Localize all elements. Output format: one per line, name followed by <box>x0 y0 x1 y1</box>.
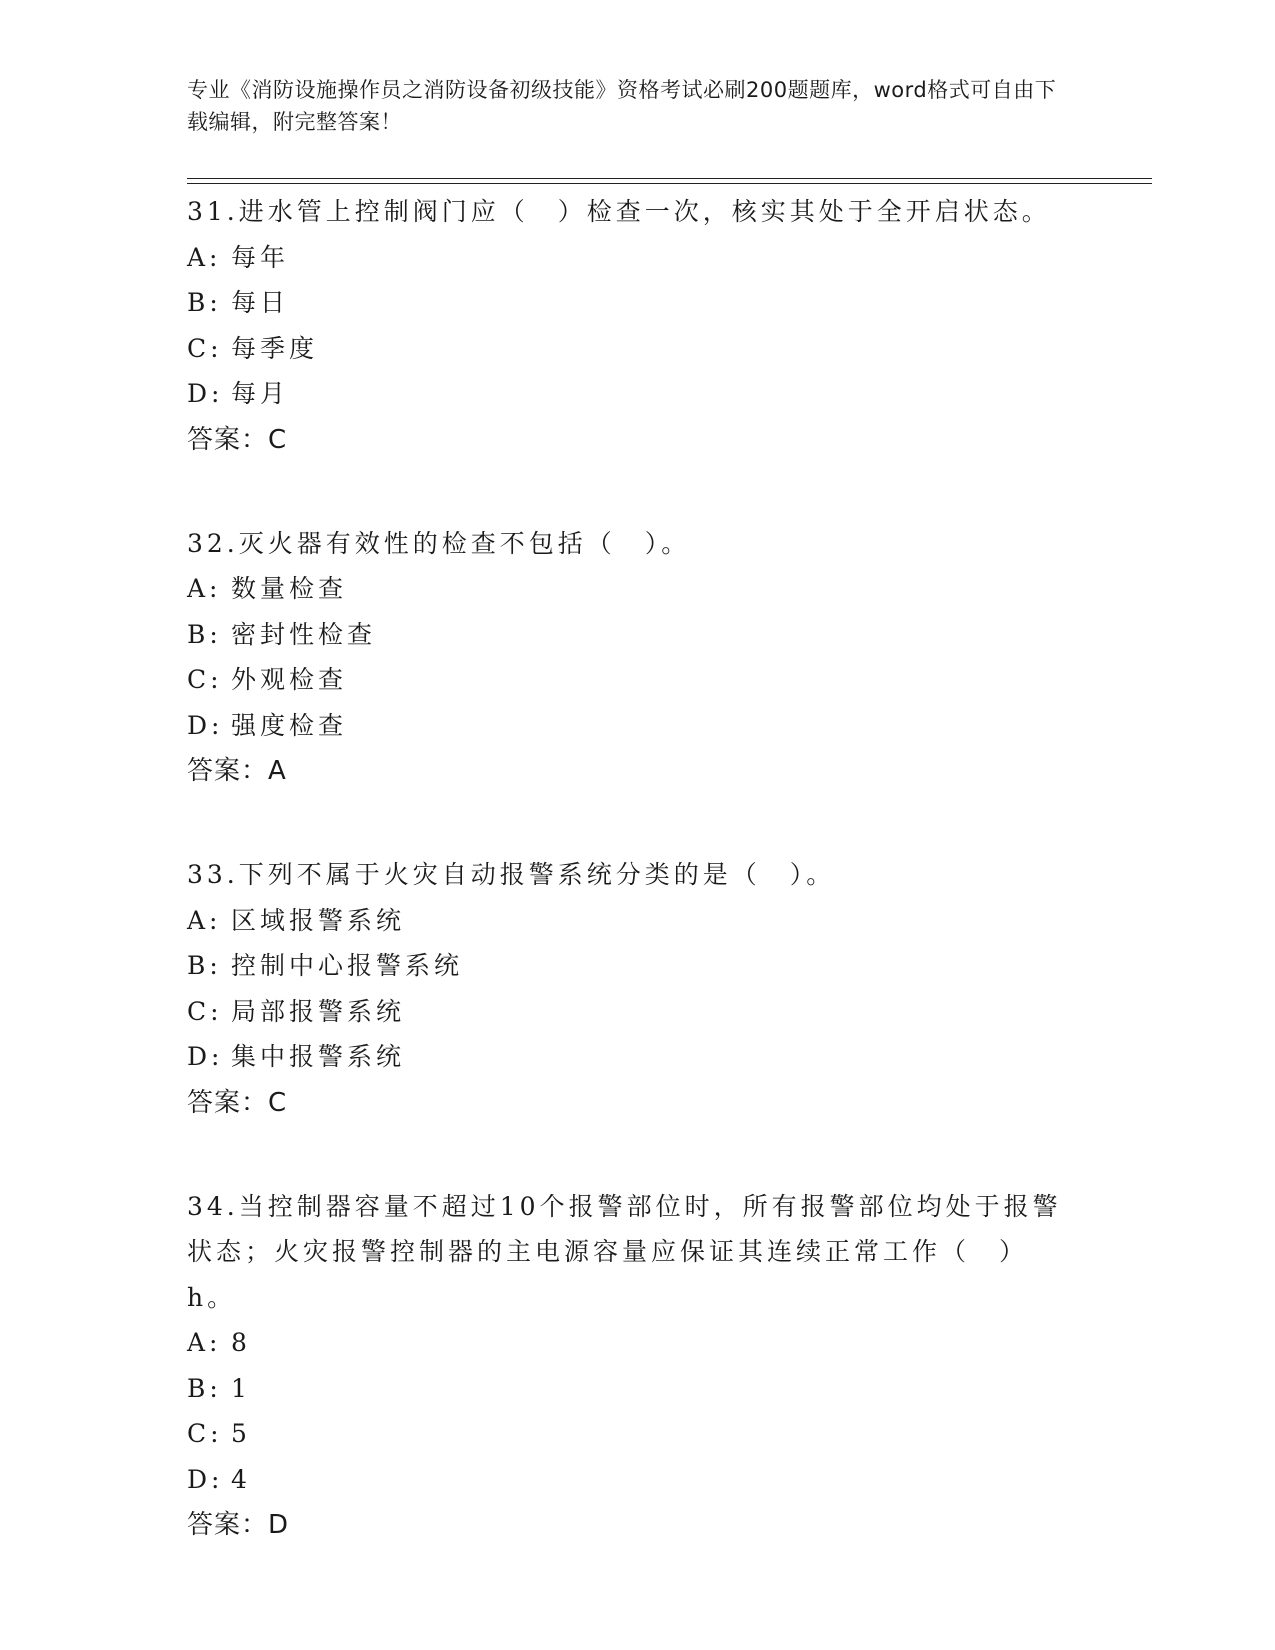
option-text: 每季度 <box>231 333 319 363</box>
question-stem: 34.当控制器容量不超过10个报警部位时，所有报警部位均处于报警状态；火灾报警控制器的主电源容量应保证其连续正常工作（ ）h。 <box>187 1191 1062 1312</box>
option-letter: A: <box>187 574 222 603</box>
option-text: 1 <box>231 1373 251 1403</box>
option-letter: C: <box>187 996 223 1026</box>
option-d <box>187 1457 1087 1503</box>
option-text: 8 <box>231 1328 251 1357</box>
answer-line: 答案：C <box>187 1087 288 1118</box>
option-text: 5 <box>231 1419 251 1448</box>
option-d <box>187 703 1087 749</box>
option-a <box>187 898 1087 944</box>
option-text: 数量检查 <box>231 574 348 603</box>
header-divider-top <box>187 178 1152 179</box>
option-letter: B: <box>187 619 222 649</box>
question-32 <box>187 521 1087 795</box>
option-letter: C: <box>187 333 223 363</box>
option-letter: A: <box>187 242 222 272</box>
option-a <box>187 1320 1087 1366</box>
option-letter: D: <box>187 1464 224 1494</box>
option-a <box>187 566 1087 612</box>
option-text: 区域报警系统 <box>231 905 406 935</box>
option-text: 每月 <box>231 379 290 408</box>
option-letter: B: <box>187 1373 222 1403</box>
question-stem: 31.进水管上控制阀门应（ ）检查一次，核实其处于全开启状态。 <box>187 197 1051 226</box>
option-letter: A: <box>187 1328 222 1357</box>
option-text: 每日 <box>231 288 290 317</box>
question-31 <box>187 189 1087 463</box>
option-text: 4 <box>231 1464 251 1494</box>
option-c <box>187 989 1087 1035</box>
option-text: 局部报警系统 <box>231 996 406 1026</box>
document-header: 专业《消防设施操作员之消防设备初级技能》资格考试必刷200题题库，word格式可自由下载编辑，附完整答案！ <box>187 78 1057 134</box>
option-letter: A: <box>187 905 222 935</box>
question-stem: 32.灭火器有效性的检查不包括（ ）。 <box>187 528 691 558</box>
option-b <box>187 1366 1087 1412</box>
option-letter: D: <box>187 379 224 408</box>
option-text: 强度检查 <box>231 710 348 740</box>
option-d <box>187 371 1087 417</box>
header-divider-bottom <box>187 183 1152 184</box>
option-letter: C: <box>187 665 223 694</box>
question-34 <box>187 1184 1087 1549</box>
answer-line: 答案：C <box>187 424 288 455</box>
question-list <box>187 189 1087 1606</box>
option-c <box>187 657 1087 703</box>
option-c <box>187 1411 1087 1457</box>
option-text: 每年 <box>231 242 290 272</box>
option-letter: D: <box>187 710 224 740</box>
option-c <box>187 326 1087 372</box>
option-a <box>187 235 1087 281</box>
question-33 <box>187 852 1087 1126</box>
option-b <box>187 280 1087 326</box>
option-text: 外观检查 <box>231 665 348 694</box>
option-b <box>187 612 1087 658</box>
answer-line: 答案：A <box>187 756 287 786</box>
option-text: 控制中心报警系统 <box>231 951 464 980</box>
option-letter: C: <box>187 1419 223 1448</box>
option-letter: B: <box>187 951 222 980</box>
option-d <box>187 1034 1087 1080</box>
option-letter: B: <box>187 288 222 317</box>
option-text: 集中报警系统 <box>231 1042 406 1071</box>
answer-line: 答案：D <box>187 1510 290 1540</box>
option-b <box>187 943 1087 989</box>
option-letter: D: <box>187 1042 224 1071</box>
question-stem: 33.下列不属于火灾自动报警系统分类的是（ ）。 <box>187 860 836 889</box>
option-text: 密封性检查 <box>231 619 377 649</box>
